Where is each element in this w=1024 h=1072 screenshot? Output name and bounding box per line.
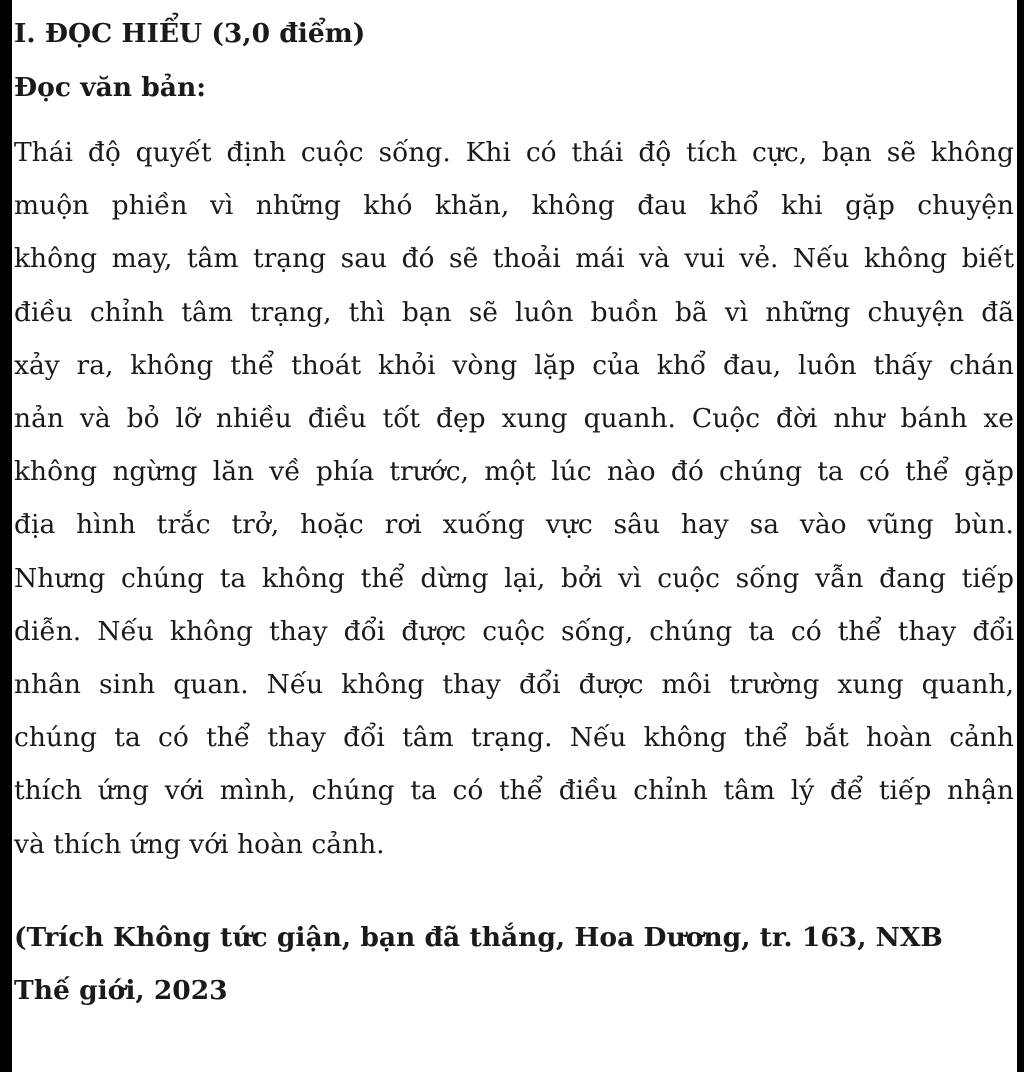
- document-page: [12, 0, 1017, 1072]
- passage-line: diễn. Nếu không thay đổi được cuộc sống, chúng ta có thể thay đổi: [14, 615, 1014, 647]
- reading-passage: [14, 126, 1014, 871]
- passage-line: không ngừng lăn về phía trước, một lúc nào đó chúng ta có thể gặp: [14, 456, 1014, 488]
- passage-line: điều chỉnh tâm trạng, thì bạn sẽ luôn buồn bã vì những chuyện đã: [14, 296, 1014, 328]
- passage-line: và thích ứng với hoàn cảnh.: [14, 828, 385, 860]
- passage-line: xảy ra, không thể thoát khỏi vòng lặp của khổ đau, luôn thấy chán: [14, 349, 1014, 381]
- passage-line: muộn phiền vì những khó khăn, không đau khổ khi gặp chuyện: [14, 190, 1014, 222]
- passage-line: chúng ta có thể thay đổi tâm trạng. Nếu không thể bắt hoàn cảnh: [14, 722, 1014, 754]
- citation-line-1: (Trích Không tức giận, bạn đã thắng, Hoa Dương, tr. 163, NXB: [14, 922, 943, 953]
- passage-line: địa hình trắc trở, hoặc rơi xuống vực sâu hay sa vào vũng bùn.: [14, 509, 1014, 541]
- passage-line: nản và bỏ lỡ nhiều điều tốt đẹp xung quanh. Cuộc đời như bánh xe: [14, 403, 1014, 435]
- reading-instruction: Đọc văn bản:: [14, 72, 207, 103]
- passage-line: không may, tâm trạng sau đó sẽ thoải mái và vui vẻ. Nếu không biết: [14, 243, 1014, 275]
- passage-line: Thái độ quyết định cuộc sống. Khi có thái độ tích cực, bạn sẽ không: [14, 137, 1014, 168]
- citation-line-2: Thế giới, 2023: [14, 975, 228, 1006]
- passage-line: nhân sinh quan. Nếu không thay đổi được môi trường xung quanh,: [14, 669, 1014, 701]
- passage-line: thích ứng với mình, chúng ta có thể điều chỉnh tâm lý để tiếp nhận: [14, 775, 1014, 807]
- section-title: I. ĐỌC HIỂU (3,0 điểm): [14, 18, 366, 49]
- passage-line: Nhưng chúng ta không thể dừng lại, bởi vì cuộc sống vẫn đang tiếp: [14, 562, 1014, 594]
